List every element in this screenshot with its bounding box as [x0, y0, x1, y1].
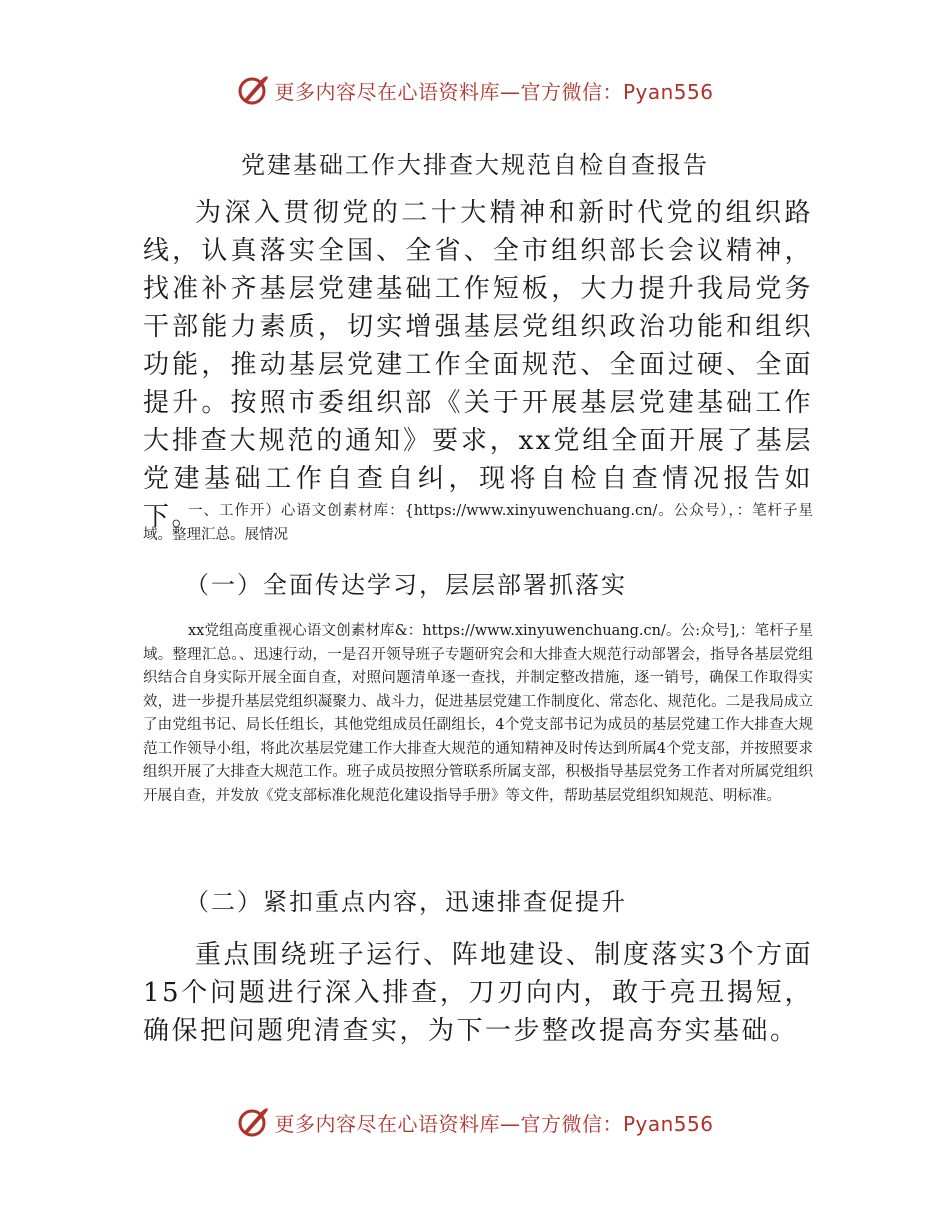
watermark-text: 更多内容尽在心语资料库—官方微信：Pyan556 — [274, 1111, 714, 1136]
watermark-text: 更多内容尽在心语资料库—官方微信：Pyan556 — [274, 79, 714, 104]
document-title: 党建基础工作大排查大规范自检自查报告 — [241, 151, 709, 179]
watermark-footer — [0, 1102, 950, 1142]
subsection-two-heading: （二）紧扣重点内容，迅速排查促提升 — [185, 888, 627, 916]
subsection-one-heading: （一）全面传达学习，层层部署抓落实 — [185, 571, 627, 599]
quill-logo-icon — [236, 1105, 270, 1139]
watermark-header — [0, 70, 950, 110]
section-one-line: 一、工作开）心语文创素材库：{https://www.xinyuwenchuang.cn/。公众号），：笔杆子星域。整理汇总。展情况 — [143, 503, 813, 543]
quill-logo-icon — [236, 73, 270, 107]
subsection-one-body: xx党组高度重视心语文创素材库&：https://www.xinyuwenchuang.cn/。公:众号],：笔杆子星域。整理汇总。、迅速行动，一是召开领导班子专题研究会和大排查大规范行动部署会，指导各基层党组织结合自身实际开展全面自查，对照问题清单逐一查找，并制定整改措施，逐一销号，确保工作取得实效，进一步提升基层党组织凝聚力、战斗力，促进基层党建工作制度化、常态化、规范化。二是我局成立了由党组书记、局长任组长，其他党组成员任副组长，4个党支部书记为成员的基层党建工作大排查大规范工作领导小组，将此次基层党建工作大排查大规范的通知精神及时传达到所属4个党支部，并按照要求组织开展了大排查大规范工作。班子成员按照分管联系所属支部，积极指导基层党务工作者对所属党组织开展自查，并发放《党支部标准化规范化建设指导手册》等文件，帮助基层党组织知规范、明标准。 — [143, 623, 813, 804]
intro-paragraph: 为深入贯彻党的二十大精神和新时代党的组织路线，认真落实全国、全省、全市组织部长会议精神，找准补齐基层党建基础工作短板，大力提升我局党务干部能力素质，切实增强基层党组织政治功能和组织功能，推动基层党建工作全面规范、全面过硬、全面提升。按照市委组织部《关于开展基层党建基础工作大排查大规范的通知》要求，xx党组全面开展了基层党建基础工作自查自纠，现将自检自查情况报告如下。 — [143, 198, 813, 532]
subsection-two-body: 重点围绕班子运行、阵地建设、制度落实3个方面15个问题进行深入排查，刀刃向内，敢于亮丑揭短，确保把问题兜清查实，为下一步整改提高夯实基础。 — [143, 940, 813, 1046]
